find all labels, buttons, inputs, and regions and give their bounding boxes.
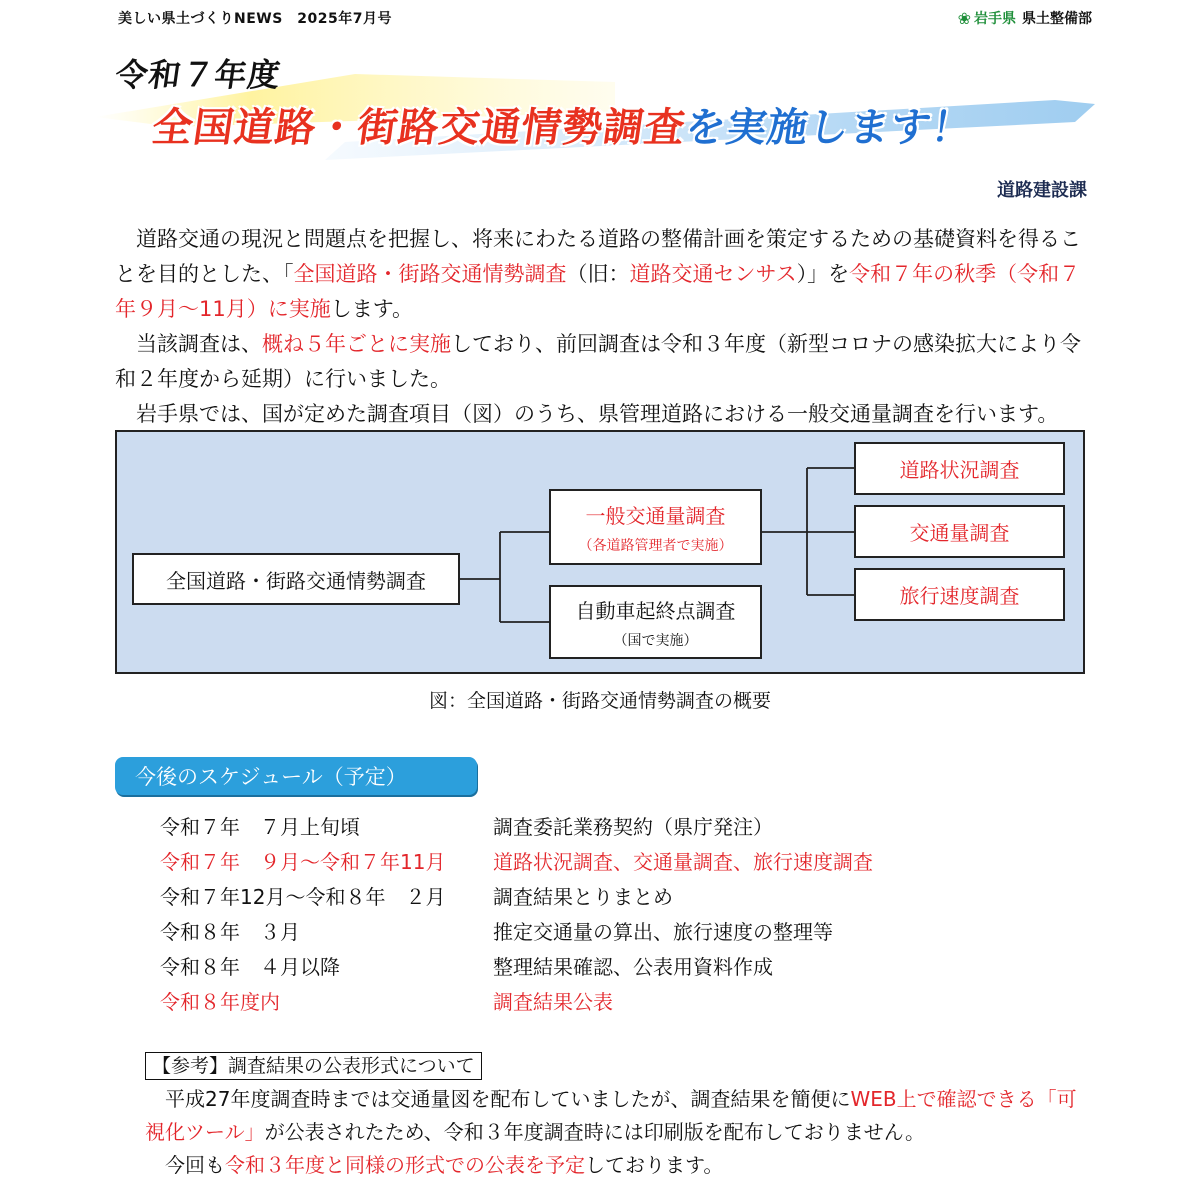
text-segment: 平成27年度調査時までは交通量図を配布していましたが、調査結果を簡便に [145,1087,851,1111]
intro-text [115,222,1090,432]
publisher [958,8,1092,28]
prefecture-name: 岩手県 [974,11,1016,27]
department-name: 県土整備部 [1022,11,1092,27]
highlighted-text: 道路交通センサス [629,262,797,286]
text-segment: （旧： [566,262,630,286]
text-segment: ）」を [796,262,850,286]
general-traffic-note: （各道路管理者で実施） [578,537,733,554]
intro-paragraph-2 [115,327,1090,397]
text-segment: が公表されたため、令和３年度調査時には印刷版を配布しておりません。 [264,1120,926,1144]
schedule-row [160,844,873,880]
travel-speed-label: 旅行速度調査 [899,584,1020,608]
schedule-task: 調査委託業務契約（県庁発注） [493,815,773,839]
text-segment: 岩手県では、国が定めた調査項目（図）のうち、県管理道路における一般交通量調査を行います。 [115,402,1059,426]
reference-paragraph-2 [145,1149,1090,1182]
schedule-task: 整理結果確認、公表用資料作成 [493,955,773,979]
schedule-row [160,984,613,1020]
od-survey-note: （国で実施） [613,632,698,649]
reference-paragraph-1 [145,1083,1090,1149]
schedule-date: 令和８年 ３月 [160,920,300,944]
newsletter-title: 美しい県土づくりNEWS 2025年7月号 [118,11,393,27]
intro-paragraph-3 [115,397,1090,432]
diagram-od-survey-box [549,585,762,659]
schedule-date: 令和７年12月～令和８年 ２月 [160,885,446,909]
schedule-row [160,879,673,915]
schedule-date: 令和８年 ４月以降 [160,955,340,979]
traffic-volume-label: 交通量調査 [909,521,1010,545]
reference-text [145,1083,1090,1182]
text-segment: しており、前回調査は令和３年度（新型コロナの感染拡大により令和２年度から延期）に行いました。 [115,332,1081,391]
schedule-date: 令和７年 ７月上旬頃 [160,815,360,839]
text-segment: 今回も [145,1153,225,1177]
diagram-general-traffic-box [549,489,762,565]
highlighted-text: 全国道路・街路交通情勢調査 [293,262,567,286]
schedule-task: 調査結果とりまとめ [493,885,673,909]
schedule-heading: 今後のスケジュール（予定） [115,757,477,795]
diagram-road-condition-box [854,442,1065,495]
od-survey-label: 自動車起終点調査 [575,598,736,623]
diagram-root-label: 全国道路・街路交通情勢調査 [166,568,426,593]
road-condition-label: 道路状況調査 [899,458,1020,482]
schedule-row [160,809,773,845]
schedule-row [160,949,773,985]
diagram-root-box [132,553,460,605]
text-segment: 当該調査は、 [115,332,262,356]
schedule-row [160,914,833,950]
schedule-task: 道路状況調査、交通量調査、旅行速度調査 [493,850,873,874]
title-blue-part: を実施します！ [682,105,976,151]
text-segment: しております。 [585,1153,724,1177]
highlighted-text: 令和３年度と同様の形式での公表を予定 [225,1153,585,1177]
survey-structure-diagram [115,430,1085,674]
text-segment: します。 [330,297,414,321]
diagram-travel-speed-box [854,568,1065,621]
schedule-task: 推定交通量の算出、旅行速度の整理等 [493,920,833,944]
diagram-traffic-volume-box [854,505,1065,558]
prefecture-logo [958,8,1016,28]
schedule-date: 令和７年 ９月～令和７年11月 [160,850,446,874]
intro-paragraph-1 [115,222,1090,327]
highlighted-text: 概ね５年ごとに実施 [262,332,451,356]
page-title [149,96,977,153]
banner-kicker: 令和７年度 [113,56,284,94]
schedule-task: 調査結果公表 [493,990,613,1014]
general-traffic-label: 一般交通量調査 [585,503,726,528]
highlighted-text: 令和７年の秋季（令和７年９月～11月）に実施 [115,262,1081,321]
highlighted-text: WEB上で確認できる「可視化ツール」 [145,1087,1077,1144]
text-segment: 道路交通の現況と問題点を把握し、将来にわたる道路の整備計画を策定するための基礎資料を得ることを目的とした、「 [115,227,1081,286]
reference-heading: 【参考】調査結果の公表形式について [145,1052,482,1080]
diagram-caption: 図：全国道路・街路交通情勢調査の概要 [428,690,771,712]
iwate-crest-icon: ❀ [957,8,971,28]
section-department: 道路建設課 [997,180,1087,201]
schedule-date: 令和８年度内 [160,990,280,1014]
title-red-part: 全国道路・街路交通情勢調査 [149,105,689,151]
